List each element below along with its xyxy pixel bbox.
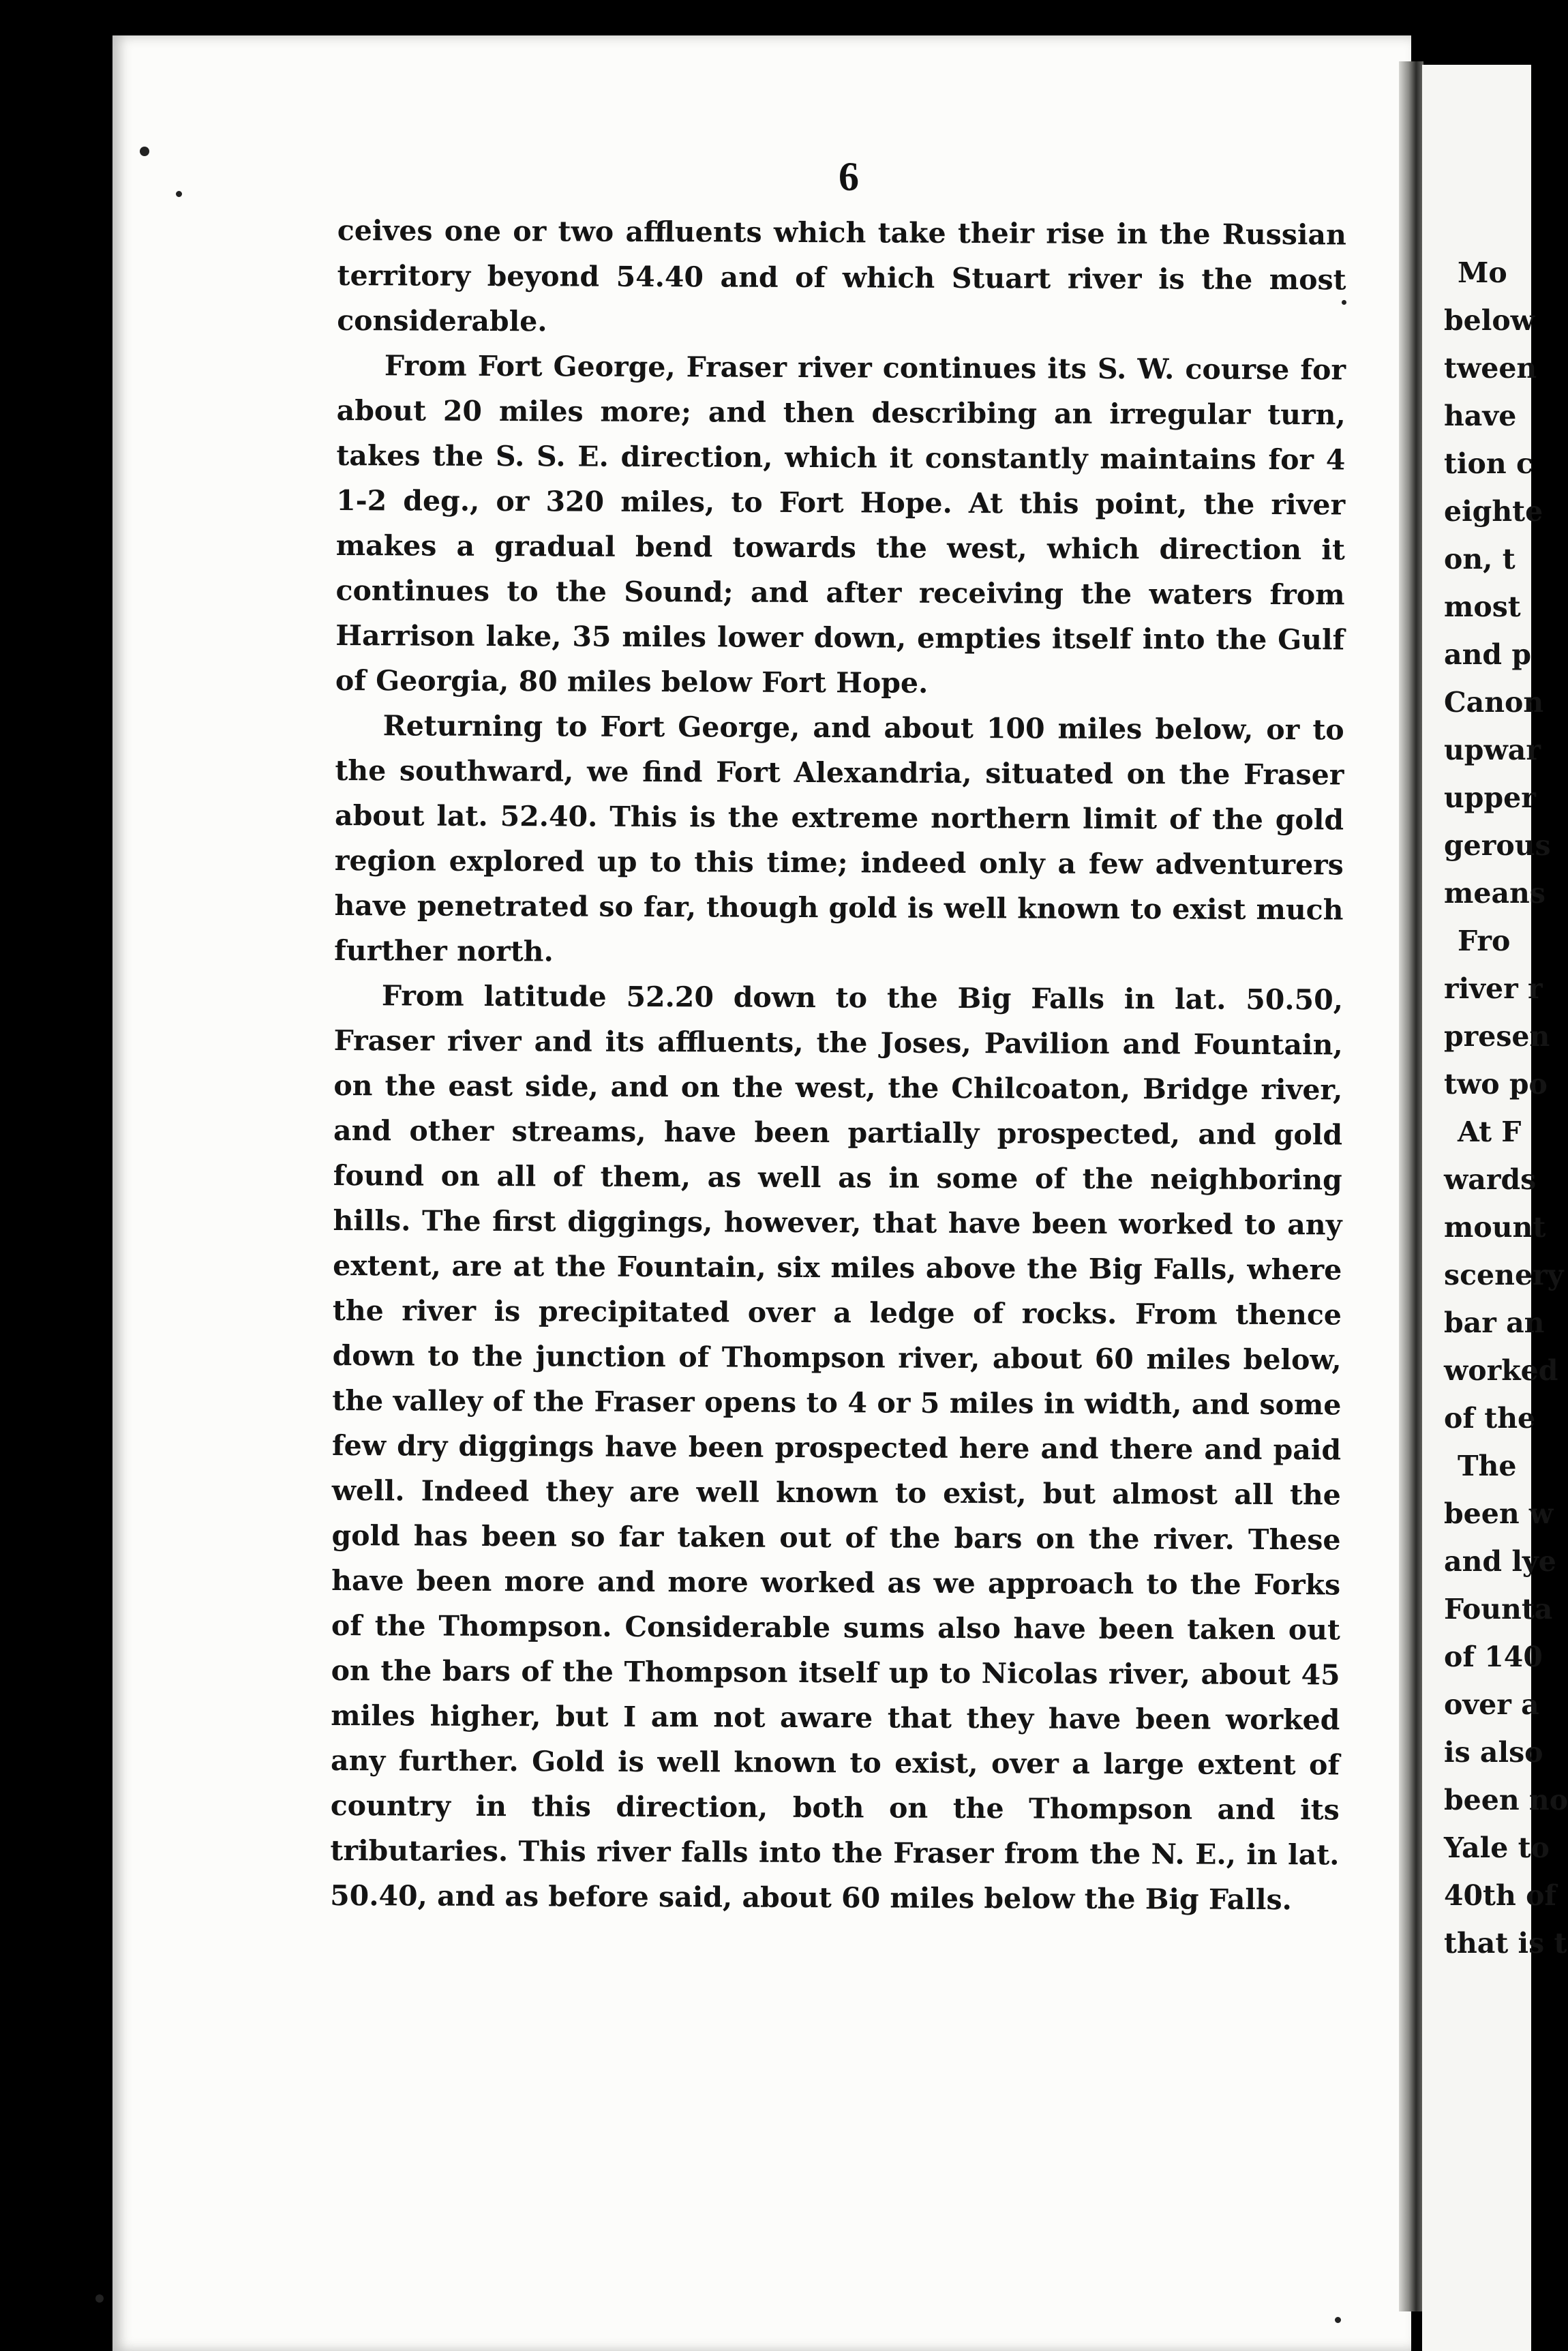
facing-line: tween [1444,352,1537,385]
facing-line: that is t [1444,1927,1567,1960]
facing-line: worked [1444,1354,1558,1387]
facing-line: 40th of [1444,1879,1557,1912]
facing-line: have [1444,400,1517,432]
facing-line: upwar [1444,734,1541,766]
paragraph-big-falls: From latitude 52.20 down to the Big Falls in lat. 50.50, Fraser river and its affluents, the Joses, Pavilion and Fountain, on the east side, and on the west, the Chilcoaton, Bridge river, and other streams, have been partially prospected, and gold found on all of them, as well as in some of the neighboring hills. The first diggings, however, that have been worked to any extent, are at the Fountain, six miles above the Big Falls, where the river is precipitated over a ledge of rocks. From thence down to the junction of Thompson river, about 60 miles below, the valley of the Fraser opens to 4 or 5 miles in width, and some few dry diggings have been prospected here and there and paid well. Indeed they are well known to exist, but almost all the gold has been so far taken out of the bars on the river. These have been more and more worked as we approach to the Forks of the Thompson. Considerable sums also have been taken out on the bars of the Thompson itself up to Nicolas river, about 45 miles higher, but I am not aware that they have been worked any further. Gold is well known to exist, over a large extent of country in this direction, both on the Thompson and its tributaries. This river falls into the Fraser from the N. E., in lat. 50.40, and as before said, about 60 miles below the Big Falls. [330,979,1344,1917]
page-number: 6 [839,154,859,199]
facing-line: Yale to [1444,1831,1550,1864]
facing-line: gerous [1444,829,1551,862]
facing-line: scenery [1444,1259,1564,1291]
facing-line: wards [1444,1163,1537,1196]
facing-line: eighte [1444,495,1543,528]
facing-line: and lye [1444,1545,1556,1578]
facing-line: mount [1444,1211,1546,1244]
facing-line: over a [1444,1688,1539,1721]
facing-line: of the [1444,1402,1536,1435]
scan-speck [1335,2317,1341,2323]
facing-line: is also [1444,1736,1543,1769]
facing-line: been w [1444,1497,1554,1530]
facing-line: means [1444,877,1546,910]
facing-line: The [1458,1450,1517,1482]
facing-line: Canon [1444,686,1544,719]
scan-speck [176,191,182,197]
facing-line: Mo [1458,256,1507,289]
book-gutter [1399,61,1423,2311]
paragraph-fort-george: From Fort George, Fraser river continues its S. W. course for about 20 miles more; and then describing an irregular turn, takes the S. S. E. direction, which it constantly maintains for 4 1-2 deg., or 320 miles, to Fort Hope. At this point, the river makes a gradual bend towards the west, which direction it continues to the Sound; and after receiving the waters from Harrison lake, 35 miles lower down, empties itself into the Gulf of Georgia, 80 miles below Fort Hope. [335,349,1346,700]
scan-speck [140,147,149,156]
facing-line: on, t [1444,543,1516,575]
facing-page-text [1444,249,1568,1967]
facing-line: below [1444,304,1535,337]
scan-speck [95,2294,104,2303]
facing-line: bar an [1444,1306,1545,1339]
facing-line: presen [1444,1020,1550,1053]
facing-line: two po [1444,1068,1548,1100]
facing-line: and p [1444,638,1531,671]
paragraph-fort-alexandria: Returning to Fort George, and about 100 miles below, or to the southward, we find Fort Alexandria, situated on the Fraser about lat. 52.40. This is the extreme northern limit of the gold region explored up to this time; indeed only a few adventurers have penetrated so far, though gold is well known to exist much further north. [334,709,1344,968]
facing-line: tion c [1444,447,1533,480]
facing-line: of 140 [1444,1641,1543,1673]
facing-line: been no [1444,1784,1568,1816]
facing-line: most [1444,590,1521,623]
body-text [330,208,1346,1922]
facing-line: river r [1444,972,1543,1005]
facing-line: upper [1444,781,1536,814]
facing-line: Founta [1444,1593,1553,1626]
scan-speck [1342,300,1346,305]
facing-line: Fro [1458,925,1511,957]
facing-line: At F [1458,1115,1522,1148]
paragraph-continuation: ceives one or two affluents which take their rise in the Russian territory beyond 54.40 and of which Stuart river is the most considerable. [337,213,1346,338]
